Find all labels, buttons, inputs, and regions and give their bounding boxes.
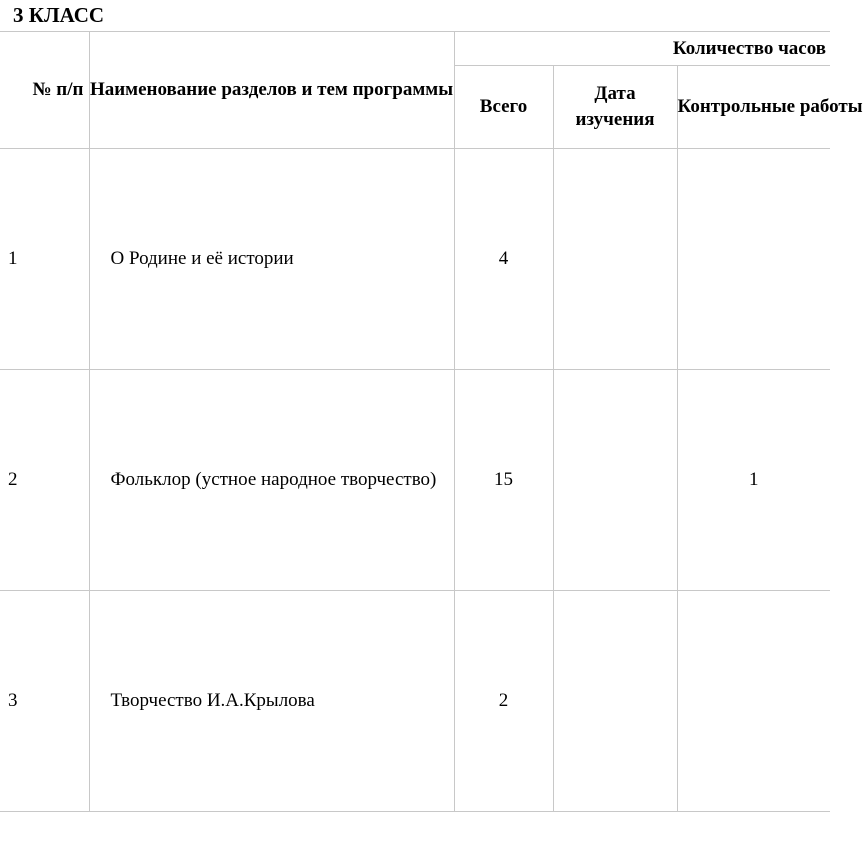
header-section-name: Наименование разделов и тем программы <box>89 32 454 149</box>
row-tests: 1 <box>677 370 830 591</box>
row-name: О Родине и её истории <box>89 149 454 370</box>
row-number: 1 <box>0 149 89 370</box>
row-total: 4 <box>454 149 553 370</box>
table-row <box>0 591 830 812</box>
row-date <box>553 591 677 812</box>
header-tests: Контрольные работы <box>677 66 830 149</box>
row-date <box>553 370 677 591</box>
page-title: 3 КЛАСС <box>13 3 105 27</box>
curriculum-table <box>0 31 863 812</box>
row-tests <box>677 591 830 812</box>
row-name: Творчество И.А.Крылова <box>89 591 454 812</box>
header-total: Всего <box>454 66 553 149</box>
header-hours-group: Количество часов <box>454 32 830 66</box>
header-study-date: Дата изучения <box>553 66 677 149</box>
row-tests <box>677 149 830 370</box>
table-row <box>0 370 830 591</box>
row-name: Фольклор (устное народное творчество) <box>89 370 454 591</box>
header-number: № п/п <box>0 32 89 149</box>
row-date <box>553 149 677 370</box>
header-row-top <box>0 32 830 66</box>
table-row <box>0 149 830 370</box>
row-total: 2 <box>454 591 553 812</box>
row-number: 3 <box>0 591 89 812</box>
row-number: 2 <box>0 370 89 591</box>
row-total: 15 <box>454 370 553 591</box>
